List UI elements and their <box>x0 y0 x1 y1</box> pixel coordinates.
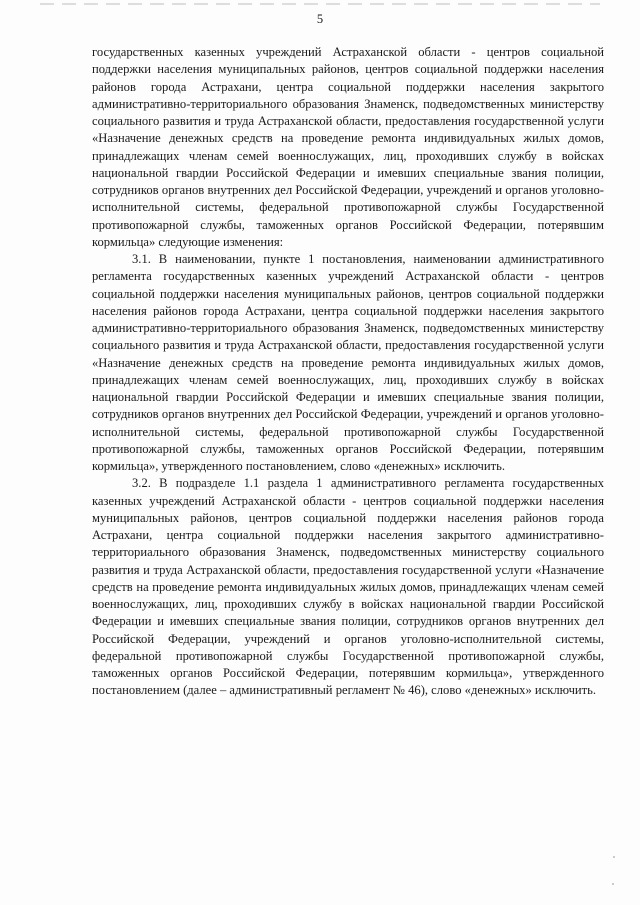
paragraph-3-1: 3.1. В наименовании, пункте 1 постановления, наименовании административного регламента государственных казенных учреждений Астраханской области - центров социальной поддержки населения муниципальных районов, центров социальной поддержки населения районов города Астрахани, центра социальной поддержки населения закрытого административно-территориального образования Знаменск, подведомственных министерству социального развития и труда Астраханской области, предоставления государственной услуги «Назначение денежных средств на проведение ремонта индивидуальных жилых домов, принадлежащих членам семей военнослужащих, лиц, проходивших службу в войсках национальной гвардии Российской Федерации и имевших специальные звания полиции, сотрудников органов внутренних дел Российской Федерации, учреждений и органов уголовно-исполнительной системы, федеральной противопожарной службы Государственной противопожарной службы, таможенных органов Российской Федерации, потерявшим кормильца», утвержденного постановлением, слово «денежных» исключить. <box>92 252 604 473</box>
scan-artifact-line <box>40 3 600 5</box>
document-body <box>92 44 604 700</box>
paragraph-continuation: государственных казенных учреждений Астраханской области - центров социальной поддержки населения муниципальных районов, центров социальной поддержки населения районов города Астрахани, центра социальной поддержки населения закрытого административно-территориального образования Знаменск, подведомственных министерству социального развития и труда Астраханской области, предоставления государственной услуги «Назначение денежных средств на проведение ремонта индивидуальных жилых домов, принадлежащих членам семей военнослужащих, лиц, проходивших службу в войсках национальной гвардии Российской Федерации и имевших специальные звания полиции, сотрудников органов внутренних дел Российской Федерации, учреждений и органов уголовно-исполнительной системы, федеральной противопожарной службы Государственной противопожарной службы, таможенных органов Российской Федерации, потерявшим кормильца» следующие изменения: <box>92 45 604 249</box>
scan-speck <box>613 856 615 858</box>
paragraph-3-2: 3.2. В подразделе 1.1 раздела 1 административного регламента государственных казенных учреждений Астраханской области - центров социальной поддержки населения муниципальных районов, центров социальной поддержки населения районов города Астрахани, центра социальной поддержки населения закрытого административно-территориального образования Знаменск, подведомственных министерству социального развития и труда Астраханской области, предоставления государственной услуги «Назначение средств на проведение ремонта индивидуальных жилых домов, принадлежащих членам семей военнослужащих, лиц, проходивших службу в войсках национальной гвардии Российской Федерации и имевших специальные звания полиции, сотрудников органов внутренних дел Российской Федерации, учреждений и органов уголовно-исполнительной системы, федеральной противопожарной службы Государственной противопожарной службы, таможенных органов Российской Федерации, потерявшим кормильца», утвержденного постановлением (далее – административный регламент № 46), слово «денежных» исключить. <box>92 476 604 698</box>
page-number: 5 <box>316 12 324 26</box>
scan-speck <box>612 883 614 885</box>
